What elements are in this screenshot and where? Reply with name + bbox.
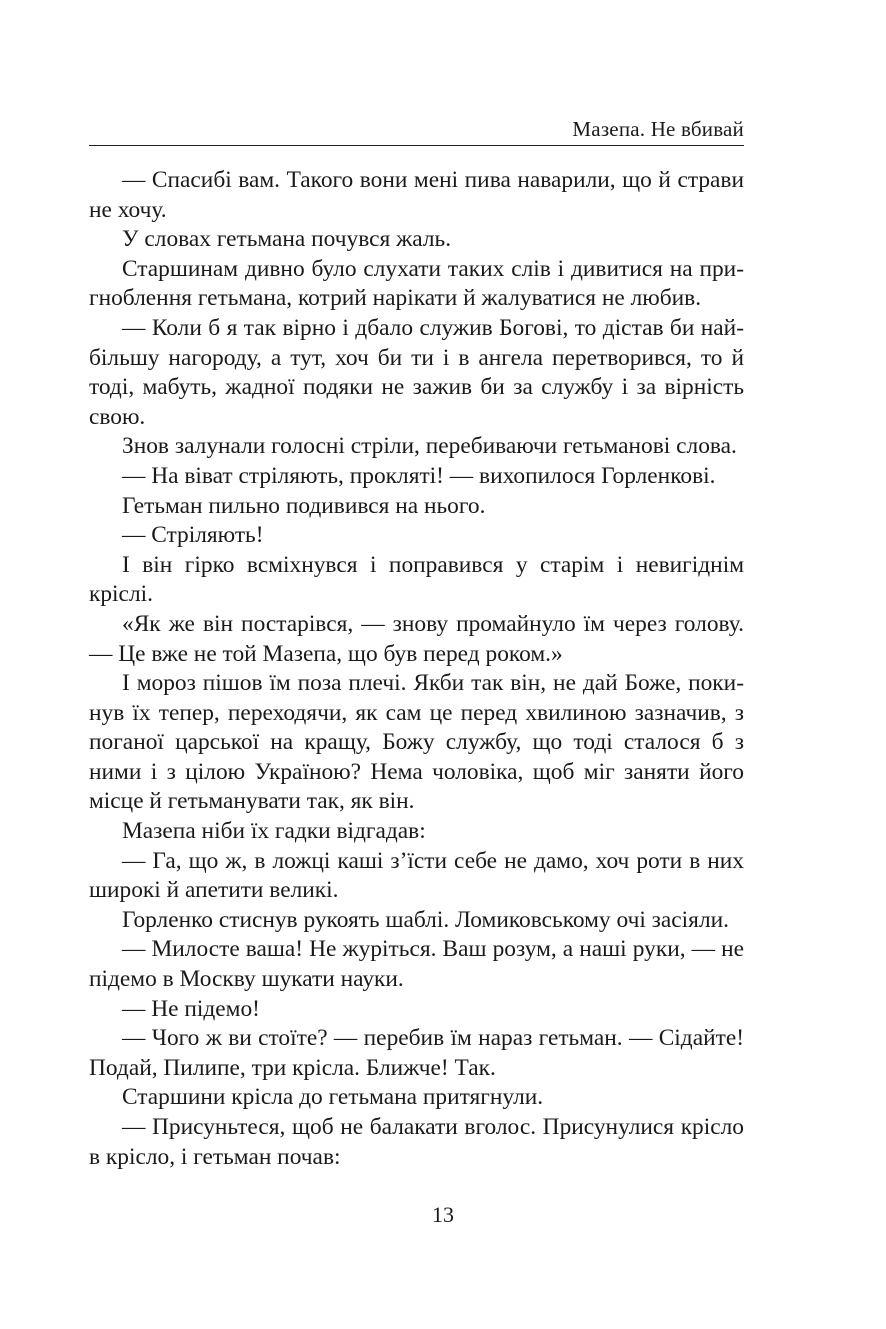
paragraph: І він гірко всміхнувся і поправився у старім і невигіднім кріслі.	[89, 551, 744, 608]
paragraph: — Не підемо!	[122, 995, 260, 1022]
paragraph: «Як же він постарівся, — знову промайнуло їм через голову. — Це вже не той Мазепа, що був перед роком.»	[89, 610, 744, 667]
page-number: 13	[432, 1202, 454, 1227]
paragraph: Мазепа ніби їх гадки відгадав:	[122, 818, 426, 845]
paragraph: — Га, що ж, в ложці каші з’їсти себе не дамо, хоч роти в них широкі й апетити великі.	[89, 847, 744, 904]
paragraph: — Коли б я так вірно і дбало служив Богові, то дістав би найбільшу нагороду, а тут, хоч би ти і в ангела перетворився, то й тоді, мабуть, жадної подяки не зажив би за службу і за вірність свою.	[89, 314, 744, 430]
paragraph: У словах гетьмана почувся жаль.	[122, 226, 452, 253]
paragraph: — Присуньтеся, щоб не балакати вголос. Присунулися крісло в крісло, і гетьман почав:	[89, 1114, 744, 1170]
paragraph: — Милосте ваша! Не журіться. Ваш розум, а наші руки, — не підемо в Москву шукати науки.	[89, 936, 744, 993]
paragraph: — На віват стріляють, прокляті! — вихопилося Горленкові.	[122, 462, 716, 489]
paragraph: — Спасибі вам. Такого вони мені пива наварили, що й страви не хочу.	[89, 167, 744, 223]
paragraph: Старшинам дивно було слухати таких слів і дивитися на пригноблення гетьмана, котрий нарікати й жалуватися не любив.	[89, 255, 744, 312]
paragraph: Старшини крісла до гетьмана притягнули.	[122, 1084, 544, 1111]
paragraph: І мороз пішов їм поза плечі. Якби так він, не дай Боже, покинув їх тепер, переходячи, як сам це перед хвилиною зазначив, з поганої царської на кращу, Божу службу, що тоді сталося б з ними і з цілою Україною? Нема чоловіка, щоб міг заняти його місце й гетьманувати так, як він.	[89, 670, 744, 815]
running-title: Мазепа. Не вбивай	[572, 117, 744, 141]
paragraph: Знов залунали голосні стріли, перебиваючи гетьманові слова.	[122, 433, 737, 460]
paragraph: — Чого ж ви стоїте? — перебив їм нараз гетьман. — Сідайте! Подай, Пилипе, три крісла. Ближче! Так.	[89, 1025, 744, 1081]
running-head	[89, 118, 744, 146]
body-text	[89, 166, 744, 1172]
paragraph: Горленко стиснув рукоять шаблі. Ломиковському очі засіяли.	[122, 906, 729, 933]
paragraph: — Стріляють!	[122, 522, 264, 549]
paragraph: Гетьман пильно подивився на нього.	[122, 492, 486, 519]
